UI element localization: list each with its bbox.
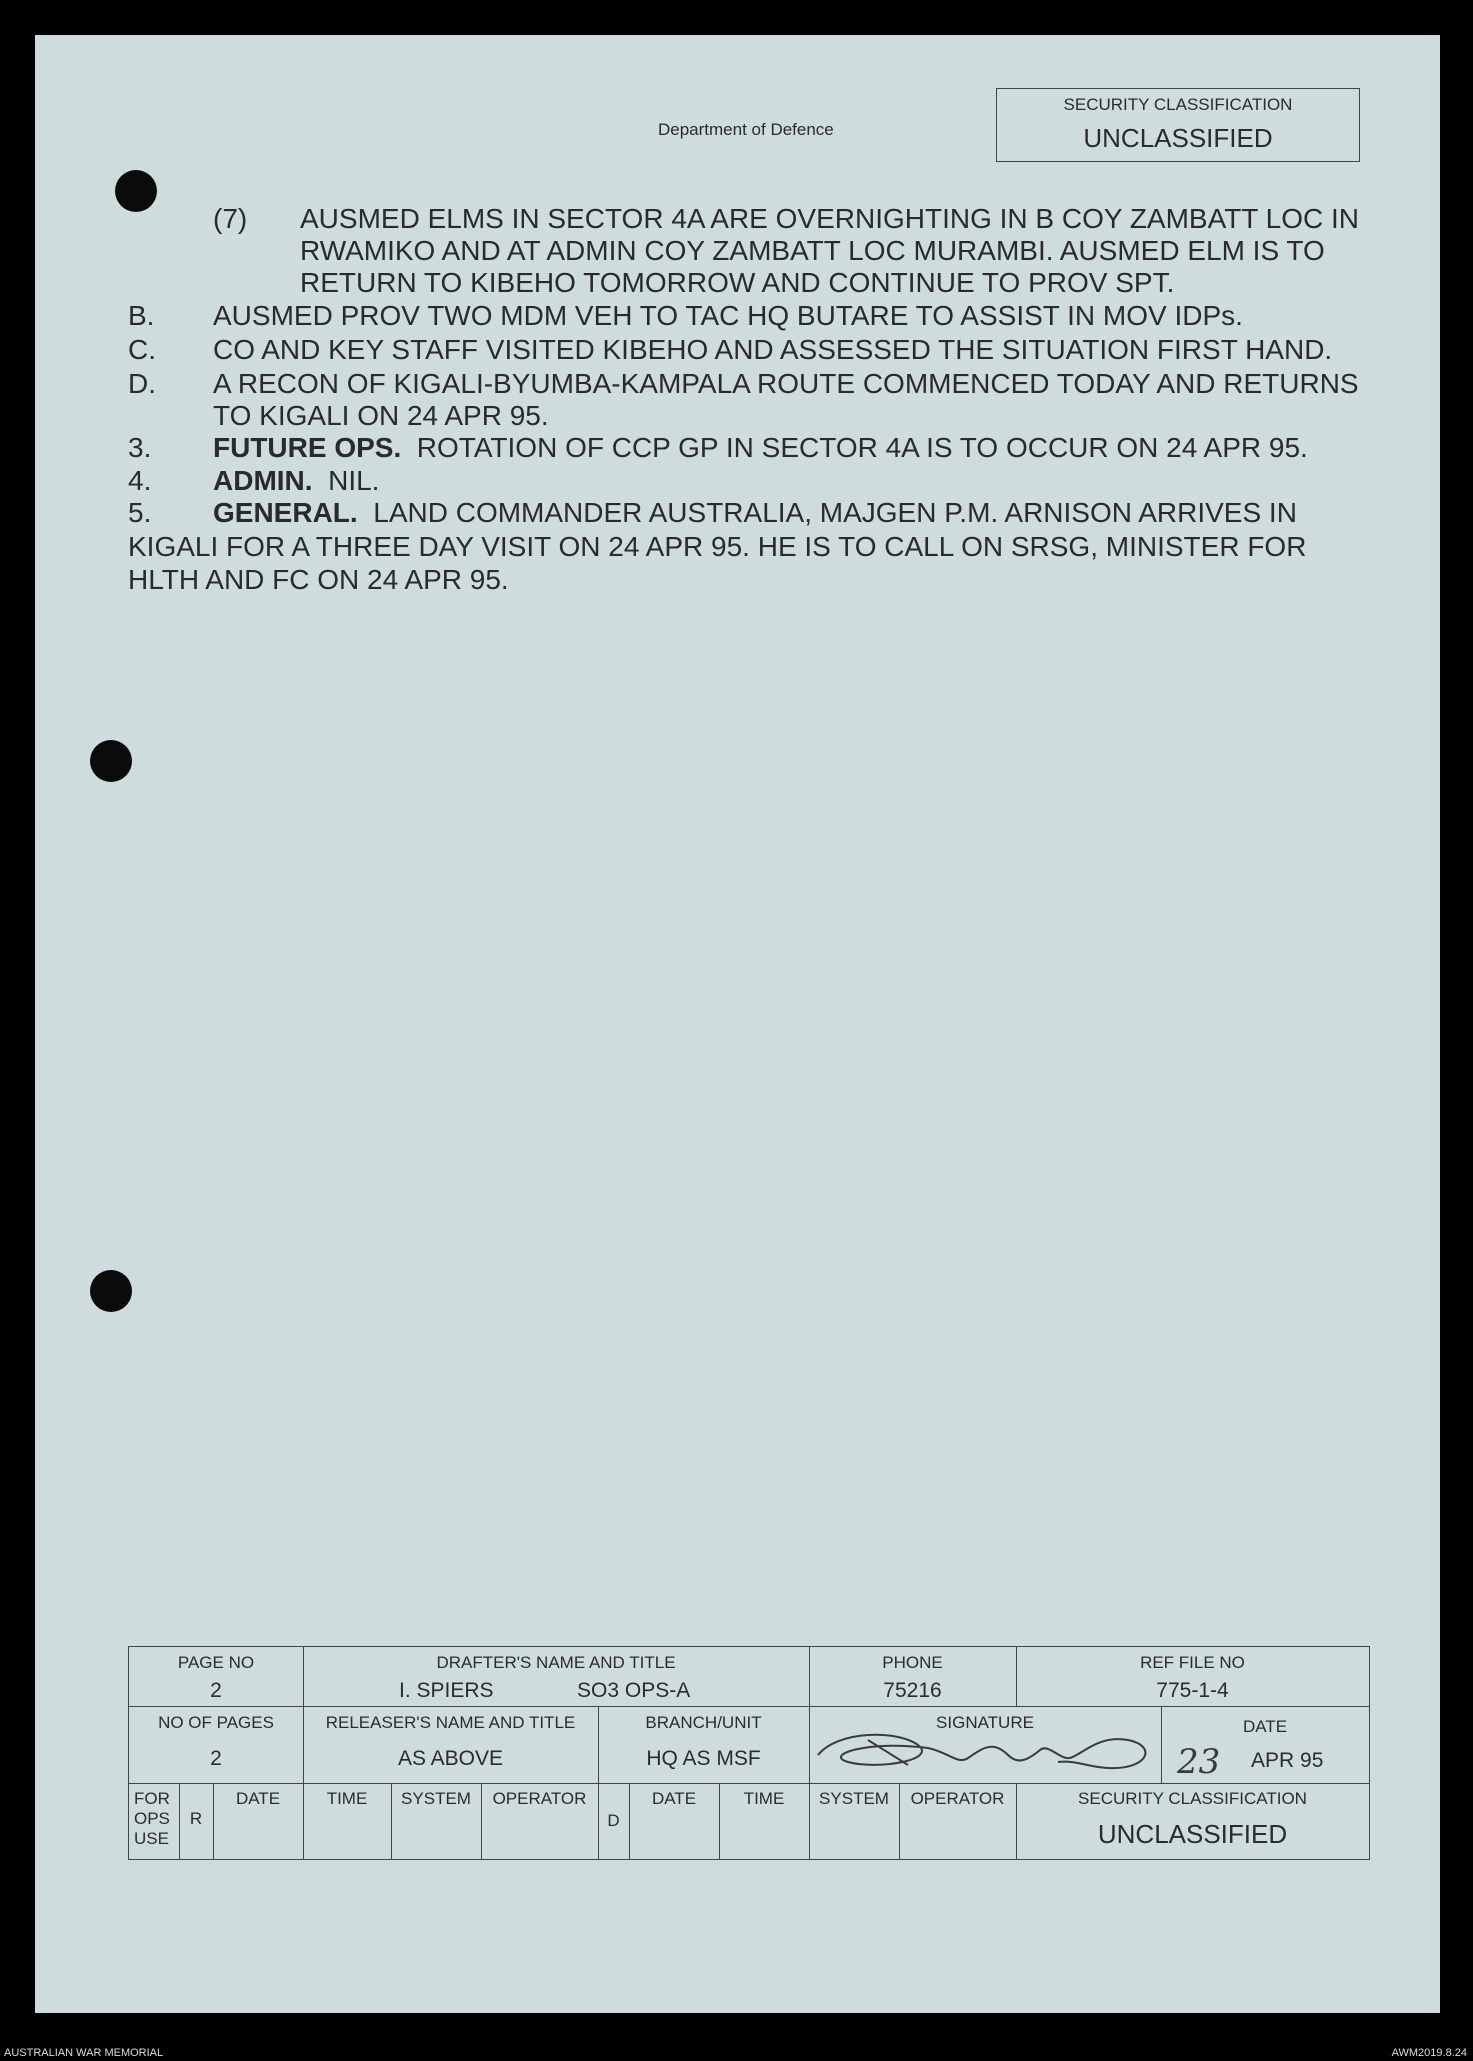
signature-stroke	[868, 1740, 908, 1765]
para-number: C.	[128, 334, 156, 365]
for-ops-use-word: OPS	[134, 1809, 170, 1828]
date-label: DATE	[1242, 1717, 1288, 1736]
table-rule	[129, 1706, 1369, 1707]
para-line: AUSMED PROV TWO MDM VEH TO TAC HQ BUTARE TO ASSIST IN MOV IDPs.	[213, 300, 1243, 331]
page-no-value: 2	[210, 1679, 222, 1702]
para-line: AUSMED ELMS IN SECTOR 4A ARE OVERNIGHTING IN B COY ZAMBATT LOC IN	[300, 203, 1360, 234]
table-rule	[129, 1783, 1369, 1784]
operator-column-label: OPERATOR	[492, 1789, 587, 1808]
drafter-label: DRAFTER'S NAME AND TITLE	[436, 1653, 676, 1672]
system-column-label-2: SYSTEM	[819, 1789, 889, 1808]
para-number: 4.	[128, 465, 152, 496]
phone-label: PHONE	[882, 1653, 943, 1672]
security-classification-value: UNCLASSIFIED	[1083, 123, 1273, 153]
ref-file-label: REF FILE NO	[1140, 1653, 1245, 1672]
para-line: RWAMIKO AND AT ADMIN COY ZAMBATT LOC MURAMBI. AUSMED ELM IS TO	[300, 235, 1325, 266]
r-label: R	[189, 1809, 203, 1828]
para-heading: GENERAL.	[213, 497, 358, 528]
para-heading: ADMIN.	[213, 465, 313, 496]
para-line: KIGALI FOR A THREE DAY VISIT ON 24 APR 95. HE IS TO CALL ON SRSG, MINISTER FOR	[128, 531, 1307, 562]
department-header: Department of Defence	[658, 120, 834, 139]
phone-value: 75216	[883, 1679, 942, 1702]
handwritten-date-day: 23	[1177, 1742, 1221, 1782]
system-column-label: SYSTEM	[401, 1789, 471, 1808]
ref-file-value: 775-1-4	[1156, 1679, 1229, 1702]
para-line: CO AND KEY STAFF VISITED KIBEHO AND ASSESSED THE SITUATION FIRST HAND.	[213, 334, 1333, 365]
para-heading: FUTURE OPS.	[213, 432, 402, 463]
drafter-title: SO3 OPS-A	[577, 1679, 691, 1702]
handwritten-signature	[808, 1710, 1168, 1790]
for-ops-use-label	[129, 1789, 184, 1849]
para-line	[213, 432, 1308, 464]
para-text: NIL.	[328, 465, 380, 496]
para-line: RETURN TO KIBEHO TOMORROW AND CONTINUE TO PROV SPT.	[300, 267, 1175, 298]
operator-column-label-2: OPERATOR	[910, 1789, 1005, 1808]
branch-value: HQ AS MSF	[646, 1747, 761, 1770]
para-text: ROTATION OF CCP GP IN SECTOR 4A IS TO OCCUR ON 24 APR 95.	[416, 432, 1308, 463]
para-number: 5.	[128, 497, 152, 528]
date-column-label: DATE	[235, 1789, 281, 1808]
date-column-label-2: DATE	[651, 1789, 697, 1808]
para-line	[213, 465, 379, 497]
para-line: TO KIGALI ON 24 APR 95.	[213, 400, 549, 431]
date-value: APR 95	[1251, 1749, 1324, 1772]
para-line: HLTH AND FC ON 24 APR 95.	[128, 564, 509, 595]
time-column-label: TIME	[326, 1789, 368, 1808]
footer-security-value: UNCLASSIFIED	[1097, 1819, 1288, 1849]
para-number: 3.	[128, 432, 152, 463]
for-ops-use-word: USE	[134, 1829, 169, 1848]
signature-label: SIGNATURE	[936, 1713, 1034, 1732]
releaser-value: AS ABOVE	[397, 1747, 504, 1770]
for-ops-use-word: FOR	[134, 1789, 170, 1808]
time-column-label-2: TIME	[743, 1789, 785, 1808]
footer-security-label: SECURITY CLASSIFICATION	[1078, 1789, 1307, 1808]
security-classification-label: SECURITY CLASSIFICATION	[1063, 95, 1293, 114]
no-of-pages-value: 2	[210, 1747, 222, 1770]
branch-label: BRANCH/UNIT	[645, 1713, 762, 1732]
archive-reference: AWM2019.8.24	[1391, 2047, 1467, 2059]
para-text: LAND COMMANDER AUSTRALIA, MAJGEN P.M. ARNISON ARRIVES IN	[373, 497, 1297, 528]
drafter-name: I. SPIERS	[399, 1679, 494, 1702]
releaser-label: RELEASER'S NAME AND TITLE	[325, 1713, 576, 1732]
no-of-pages-label: NO OF PAGES	[158, 1713, 274, 1732]
para-number: B.	[128, 300, 155, 331]
para-line	[213, 497, 1297, 529]
message-form-footer	[128, 1646, 1370, 1860]
d-label: D	[607, 1811, 620, 1830]
para-line: A RECON OF KIGALI-BYUMBA-KAMPALA ROUTE COMMENCED TODAY AND RETURNS	[213, 368, 1359, 399]
para-number: D.	[128, 368, 156, 399]
para-number: (7)	[213, 203, 248, 234]
page-no-label: PAGE NO	[177, 1653, 255, 1672]
archive-label: AUSTRALIAN WAR MEMORIAL	[4, 2047, 164, 2059]
signature-stroke	[818, 1735, 1145, 1768]
